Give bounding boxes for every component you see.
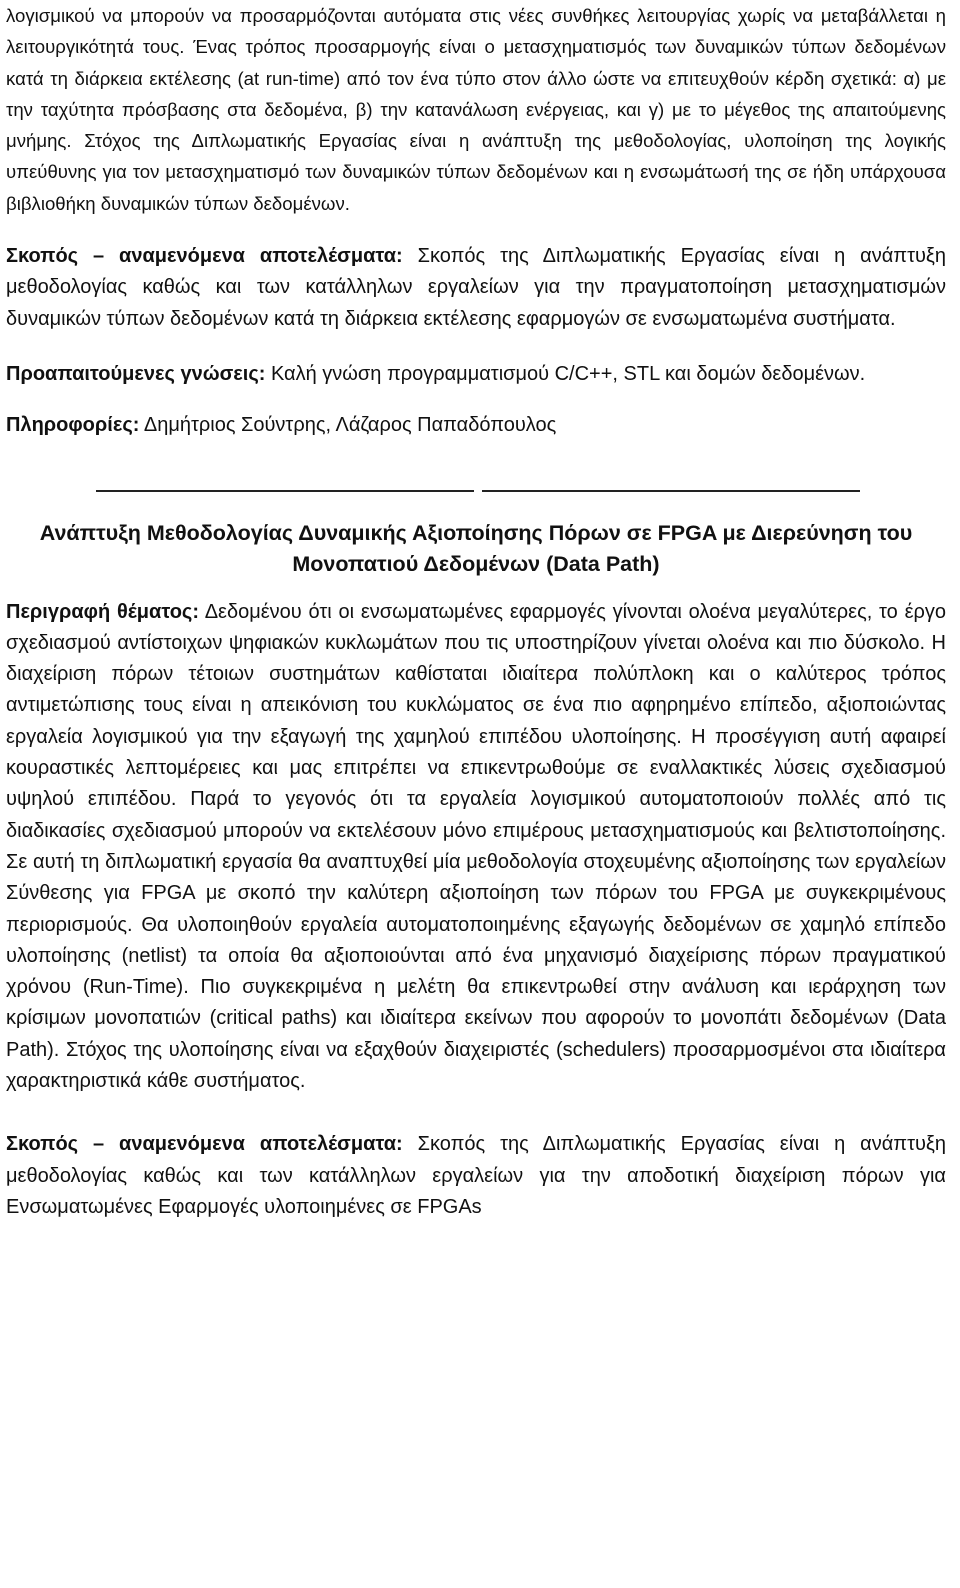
section1-goals-label: Σκοπός – αναμενόμενα αποτελέσματα: xyxy=(6,245,403,268)
document-page xyxy=(6,0,946,1223)
section1-info-text: Δημήτριος Σούντρης, Λάζαρος Παπαδόπουλος xyxy=(139,414,557,437)
section1-goals-text: Σκοπός της Διπλωματικής Εργασίας είναι η ανάπτυξη μεθοδολογίας καθώς και των κατάλληλων εργαλείων για την πραγματοποίηση μετασχηματισμών δυναμικών τύπων δεδομένων κατά τη διάρκεια εκτέλεσης εφαρμογών σε ενσωματωμένα συστήματα. xyxy=(6,245,946,330)
section2-description-label: Περιγραφή θέματος: xyxy=(6,600,199,623)
section1-goals-paragraph xyxy=(6,241,946,335)
section2-description-paragraph xyxy=(6,597,946,1098)
section2-goals-label: Σκοπός – αναμενόμενα αποτελέσματα: xyxy=(6,1133,403,1156)
section2-title: Ανάπτυξη Μεθοδολογίας Δυναμικής Αξιοποίησης Πόρων σε FPGA με Διερεύνηση του Μονοπατιού Δεδομένων (Data Path) xyxy=(39,520,913,577)
section1-info-paragraph xyxy=(6,410,946,441)
intro-paragraph: λογισμικού να μπορούν να προσαρμόζονται αυτόματα στις νέες συνθήκες λειτουργίας χωρίς να μεταβάλλεται η λειτουργικότητά τους. Ένας τρόπος προσαρμογής είναι ο μετασχηματισμός των δυναμικών τύπων δεδομένων κατά τη διάρκεια εκτέλεσης (at run-time) από τον ένα τύπο στον άλλο ώστε να επιτευχθούν κέρδη σχετικά: α) με την ταχύτητα πρόσβασης στα δεδομένα, β) την κατανάλωση ενέργειας, και γ) με το μέγεθος της απαιτούμενης μνήμης. Στόχος της Διπλωματικής Εργασίας είναι η ανάπτυξη της μεθοδολογίας, υλοποίηση της λογικής υπεύθυνης για τον μετασχηματισμό των δυναμικών τύπων δεδομένων και η ενσωμάτωσή της σε ήδη υπάρχουσα βιβλιοθήκη δυναμικών τύπων δεδομένων. xyxy=(6,5,946,214)
section1-prerequisites-paragraph xyxy=(6,359,946,390)
section2-description-text: Δεδομένου ότι οι ενσωματωμένες εφαρμογές γίνονται ολοένα μεγαλύτερες, το έργο σχεδιασμού αντίστοιχων ψηφιακών κυκλωμάτων που τις υποστηρίζουν γίνεται ολοένα και πιο δύσκολο. Η διαχείριση πόρων τέτοιων συστημάτων καθίσταται ιδιαίτερα πολύπλοκη και ο καλύτερος τρόπος αντιμετώπισης τους είναι η απεικόνιση του κυκλώματος σε ένα πιο αφηρημένο επίπεδο, αξιοποιώντας εργαλεία λογισμικού για την εξαγωγή της χαμηλού επιπέδου υλοποίησης. Η προσέγγιση αυτή αφαιρεί κουραστικές λεπτομέρειες και μας επιτρέπει να επικεντρωθούμε σε εναλλακτικές λύσεις σχεδιασμού υψηλού επιπέδου. Παρά το γεγονός ότι τα εργαλεία λογισμικού αυτοματοποιούν πολλές από τις διαδικασίες σχεδιασμού μπορούν να εκτελέσουν μόνο επιμέρους μετασχηματισμούς και βελτιστοποίησης. Σε αυτή τη διπλωματική εργασία θα αναπτυχθεί μία μεθοδολογία στοχευμένης αξιοποίησης των εργαλείων Σύνθεσης για FPGA με σκοπό την καλύτερη αξιοποίηση των πόρων του FPGA με συγκεκριμένους περιορισμούς. Θα υλοποιηθούν εργαλεία αυτοματοποιημένης εξαγωγής δεδομένων σε χαμηλό επίπεδο υλοποίησης (netlist) τα οποία θα αξιοποιούνται από ένα μηχανισμό διαχείρισης πόρων πραγματικού χρόνου (Run-Time). Πιο συγκεκριμένα η μελέτη θα επικεντρωθεί στην ανάλυση και ιεράρχηση των κρίσιμων μονοπατιών (critical paths) και ιδιαίτερα εκείνων που αφορούν το μονοπάτι δεδομένων (Data Path). Στόχος της υλοποίησης είναι να εξαχθούν διαχειριστές (schedulers) προσαρμοσμένοι στα ιδιαίτερα χαρακτηριστικά κάθε συστήματος. xyxy=(6,600,947,1093)
section1-info-label: Πληροφορίες: xyxy=(6,414,140,437)
separator-rule-right xyxy=(482,490,860,492)
section1-prerequisites-label: Προαπαιτούμενες γνώσεις: xyxy=(6,362,266,385)
separator-rule-left xyxy=(96,490,474,492)
section2-goals-text: Σκοπός της Διπλωματικής Εργασίας είναι η ανάπτυξη μεθοδολογίας καθώς και των κατάλληλων εργαλείων για την αποδοτική διαχείριση πόρων για Ενσωματωμένες Εφαρμογές υλοποιημένες σε FPGAs xyxy=(6,1133,946,1218)
section2-goals-paragraph xyxy=(6,1129,946,1223)
section1-prerequisites-text: Καλή γνώση προγραμματισμού C/C++, STL και δομών δεδομένων. xyxy=(265,362,866,385)
section-separator xyxy=(6,490,946,492)
